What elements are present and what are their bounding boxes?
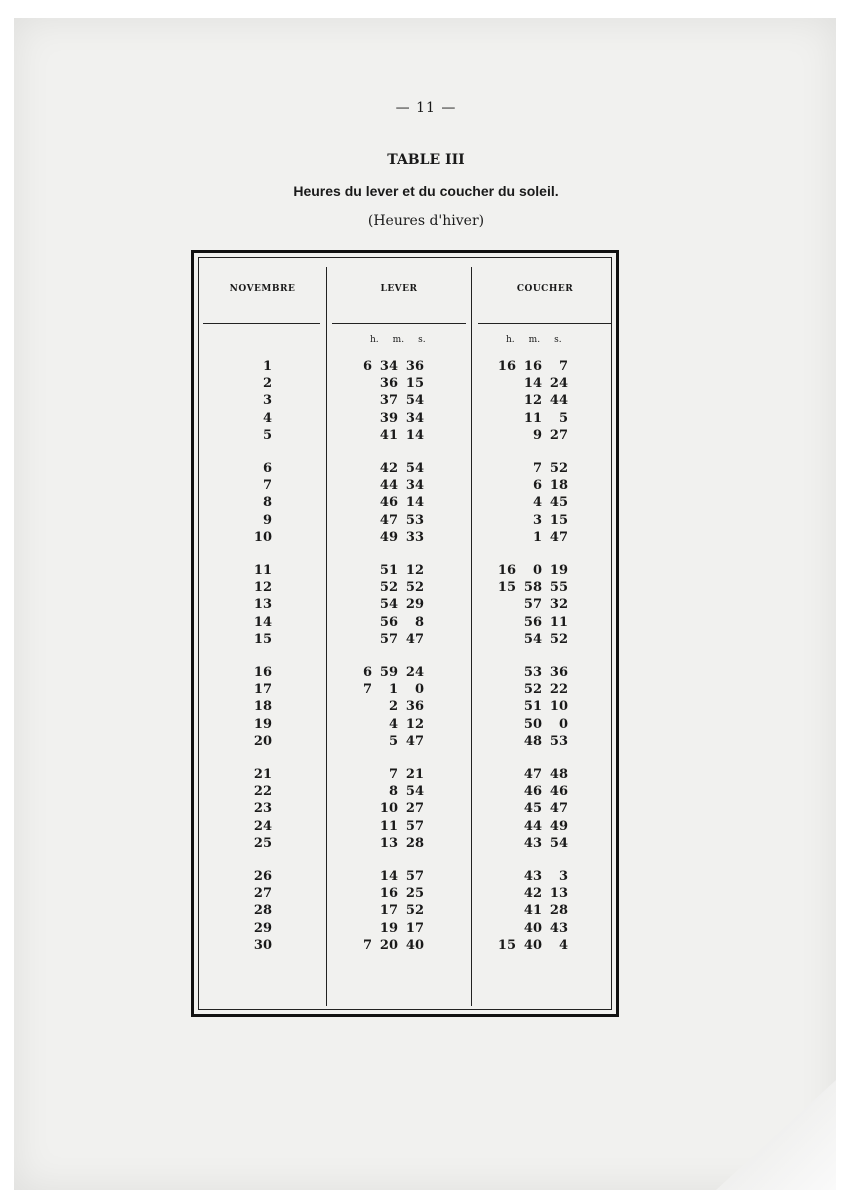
- rise-minute: 44: [379, 478, 398, 494]
- day-cell: 25: [253, 835, 272, 851]
- set-second: 52: [549, 631, 568, 647]
- table-row: [0, 359, 852, 377]
- day-cell: 7: [262, 478, 272, 494]
- set-second: 48: [549, 767, 568, 782]
- rise-second: 17: [405, 920, 424, 936]
- rise-minute: 1: [388, 682, 398, 698]
- unit-minutes: m.: [528, 335, 541, 345]
- set-second: 3: [558, 869, 568, 884]
- day-cell: 6: [262, 461, 272, 476]
- rise-minute: 52: [379, 580, 398, 596]
- set-minute: 4: [532, 495, 542, 511]
- table-row: [0, 921, 852, 939]
- day-cell: 22: [253, 784, 272, 800]
- set-second: 55: [549, 580, 568, 596]
- set-second: 44: [549, 393, 568, 409]
- rise-second: 25: [405, 886, 424, 902]
- table-row: [0, 784, 852, 802]
- rise-minute: 8: [388, 784, 398, 800]
- set-minute: 1: [532, 529, 542, 545]
- day-cell: 16: [253, 665, 272, 680]
- set-second: 47: [549, 529, 568, 545]
- set-second: 53: [549, 733, 568, 749]
- day-cell: 19: [253, 716, 272, 732]
- day-cell: 10: [253, 529, 272, 545]
- rise-minute: 47: [379, 512, 398, 528]
- set-minute: 40: [523, 937, 542, 953]
- set-second: 49: [549, 818, 568, 834]
- set-minute: 46: [523, 784, 542, 800]
- table-row: [0, 734, 852, 752]
- set-second: 32: [549, 597, 568, 613]
- set-second: 10: [549, 699, 568, 715]
- rise-minute: 11: [379, 818, 398, 834]
- folded-corner: [716, 1080, 836, 1190]
- day-cell: 12: [253, 580, 272, 596]
- set-hour: 16: [497, 359, 516, 374]
- rise-second: 47: [405, 631, 424, 647]
- day-cell: 5: [262, 427, 272, 443]
- set-hour: 15: [497, 580, 516, 596]
- header-rule: [332, 323, 466, 324]
- table-row: [0, 801, 852, 819]
- set-hour: 16: [497, 563, 516, 578]
- set-minute: 51: [523, 699, 542, 715]
- rise-minute: 41: [379, 427, 398, 443]
- rise-second: 27: [405, 801, 424, 817]
- set-second: 13: [549, 886, 568, 902]
- table-row: [0, 513, 852, 531]
- table-row: [0, 767, 852, 785]
- rise-second: 54: [405, 784, 424, 800]
- set-second: 54: [549, 835, 568, 851]
- day-cell: 20: [253, 733, 272, 749]
- rise-second: 52: [405, 903, 424, 919]
- day-cell: 17: [253, 682, 272, 698]
- set-minute: 16: [523, 359, 542, 374]
- set-minute: 57: [523, 597, 542, 613]
- rise-second: 14: [405, 427, 424, 443]
- set-second: 45: [549, 495, 568, 511]
- set-minute: 43: [523, 869, 542, 884]
- rise-minute: 2: [388, 699, 398, 715]
- rise-second: 57: [405, 869, 424, 884]
- table-row: [0, 530, 852, 548]
- table-row: [0, 699, 852, 717]
- rise-minute: 36: [379, 376, 398, 392]
- rise-second: 36: [405, 699, 424, 715]
- rise-second: 0: [414, 682, 424, 698]
- set-second: 24: [549, 376, 568, 392]
- set-second: 18: [549, 478, 568, 494]
- day-cell: 21: [253, 767, 272, 782]
- header-month: NOVEMBRE: [229, 284, 296, 294]
- unit-hours: h.: [370, 335, 379, 345]
- rise-second: 12: [405, 563, 424, 578]
- day-cell: 24: [253, 818, 272, 834]
- set-second: 15: [549, 512, 568, 528]
- set-units: [506, 335, 562, 345]
- rise-minute: 5: [388, 733, 398, 749]
- day-cell: 4: [262, 410, 272, 426]
- rise-second: 24: [405, 665, 424, 680]
- set-minute: 14: [523, 376, 542, 392]
- set-second: 5: [558, 410, 568, 426]
- set-second: 47: [549, 801, 568, 817]
- set-minute: 3: [532, 512, 542, 528]
- set-minute: 40: [523, 920, 542, 936]
- table-row: [0, 869, 852, 887]
- rise-minute: 49: [379, 529, 398, 545]
- set-minute: 7: [532, 461, 542, 476]
- page-number: — 11 —: [395, 100, 457, 116]
- rise-minute: 39: [379, 410, 398, 426]
- set-minute: 50: [523, 716, 542, 732]
- header-rule: [478, 323, 612, 324]
- header-rule: [203, 323, 320, 324]
- table-row: [0, 393, 852, 411]
- rise-minute: 37: [379, 393, 398, 409]
- rise-minute: 4: [388, 716, 398, 732]
- table-note: (Heures d'hiver): [367, 213, 485, 229]
- table-row: [0, 665, 852, 683]
- set-second: 11: [549, 614, 568, 630]
- rise-second: 47: [405, 733, 424, 749]
- day-cell: 26: [253, 869, 272, 884]
- set-minute: 0: [532, 563, 542, 578]
- set-second: 43: [549, 920, 568, 936]
- rise-minute: 19: [379, 920, 398, 936]
- unit-minutes: m.: [392, 335, 405, 345]
- rise-units: [370, 335, 426, 345]
- unit-seconds: s.: [418, 335, 426, 345]
- day-cell: 3: [262, 393, 272, 409]
- table-row: [0, 938, 852, 956]
- day-cell: 29: [253, 920, 272, 936]
- table-row: [0, 819, 852, 837]
- set-minute: 42: [523, 886, 542, 902]
- rise-minute: 34: [379, 359, 398, 374]
- set-minute: 12: [523, 393, 542, 409]
- set-minute: 58: [523, 580, 542, 596]
- rise-second: 14: [405, 495, 424, 511]
- rise-second: 57: [405, 818, 424, 834]
- set-minute: 56: [523, 614, 542, 630]
- table-row: [0, 717, 852, 735]
- day-cell: 18: [253, 699, 272, 715]
- table-row: [0, 597, 852, 615]
- table-subtitle: Heures du lever et du coucher du soleil.: [293, 183, 559, 199]
- day-cell: 14: [253, 614, 272, 630]
- set-second: 36: [549, 665, 568, 680]
- set-minute: 6: [532, 478, 542, 494]
- day-cell: 1: [262, 359, 272, 374]
- day-cell: 2: [262, 376, 272, 392]
- table-row: [0, 563, 852, 581]
- rise-second: 29: [405, 597, 424, 613]
- rise-second: 12: [405, 716, 424, 732]
- table-row: [0, 615, 852, 633]
- table-row: [0, 886, 852, 904]
- day-cell: 27: [253, 886, 272, 902]
- rise-second: 21: [405, 767, 424, 782]
- rise-second: 33: [405, 529, 424, 545]
- rise-hour: 7: [362, 937, 372, 953]
- unit-seconds: s.: [554, 335, 562, 345]
- set-minute: 54: [523, 631, 542, 647]
- rise-second: 34: [405, 410, 424, 426]
- day-cell: 13: [253, 597, 272, 613]
- table-title: TABLE III: [387, 152, 465, 168]
- rise-minute: 16: [379, 886, 398, 902]
- table-row: [0, 632, 852, 650]
- rise-minute: 46: [379, 495, 398, 511]
- set-minute: 41: [523, 903, 542, 919]
- day-cell: 30: [253, 937, 272, 953]
- set-minute: 43: [523, 835, 542, 851]
- day-cell: 15: [253, 631, 272, 647]
- set-minute: 47: [523, 767, 542, 782]
- day-cell: 28: [253, 903, 272, 919]
- set-second: 27: [549, 427, 568, 443]
- rise-second: 54: [405, 393, 424, 409]
- table-row: [0, 478, 852, 496]
- rise-second: 53: [405, 512, 424, 528]
- set-minute: 11: [523, 410, 542, 426]
- rise-second: 8: [414, 614, 424, 630]
- rise-minute: 54: [379, 597, 398, 613]
- table-row: [0, 461, 852, 479]
- rise-hour: 7: [362, 682, 372, 698]
- set-second: 19: [549, 563, 568, 578]
- header-set: COUCHER: [516, 284, 574, 294]
- table-row: [0, 376, 852, 394]
- rise-minute: 14: [379, 869, 398, 884]
- set-second: 7: [558, 359, 568, 374]
- header-rise: LEVER: [380, 284, 418, 294]
- rise-minute: 20: [379, 937, 398, 953]
- rise-minute: 57: [379, 631, 398, 647]
- set-minute: 44: [523, 818, 542, 834]
- rise-minute: 42: [379, 461, 398, 476]
- rise-minute: 51: [379, 563, 398, 578]
- rise-second: 15: [405, 376, 424, 392]
- rise-second: 34: [405, 478, 424, 494]
- set-second: 46: [549, 784, 568, 800]
- rise-hour: 6: [362, 665, 372, 680]
- set-minute: 45: [523, 801, 542, 817]
- rise-second: 28: [405, 835, 424, 851]
- rise-second: 54: [405, 461, 424, 476]
- day-cell: 23: [253, 801, 272, 817]
- set-hour: 15: [497, 937, 516, 953]
- set-minute: 48: [523, 733, 542, 749]
- set-second: 0: [558, 716, 568, 732]
- table-row: [0, 682, 852, 700]
- rise-minute: 59: [379, 665, 398, 680]
- set-second: 28: [549, 903, 568, 919]
- rise-second: 40: [405, 937, 424, 953]
- table-row: [0, 580, 852, 598]
- unit-hours: h.: [506, 335, 515, 345]
- day-cell: 8: [262, 495, 272, 511]
- day-cell: 11: [253, 563, 272, 578]
- rise-minute: 10: [379, 801, 398, 817]
- set-minute: 52: [523, 682, 542, 698]
- set-second: 4: [558, 937, 568, 953]
- rise-hour: 6: [362, 359, 372, 374]
- rise-minute: 56: [379, 614, 398, 630]
- rise-minute: 17: [379, 903, 398, 919]
- set-second: 52: [549, 461, 568, 476]
- set-minute: 9: [532, 427, 542, 443]
- table-row: [0, 411, 852, 429]
- rise-second: 36: [405, 359, 424, 374]
- rise-minute: 7: [388, 767, 398, 782]
- rise-minute: 13: [379, 835, 398, 851]
- table-row: [0, 836, 852, 854]
- set-minute: 53: [523, 665, 542, 680]
- rise-second: 52: [405, 580, 424, 596]
- table-row: [0, 903, 852, 921]
- table-row: [0, 495, 852, 513]
- day-cell: 9: [262, 512, 272, 528]
- table-row: [0, 428, 852, 446]
- set-second: 22: [549, 682, 568, 698]
